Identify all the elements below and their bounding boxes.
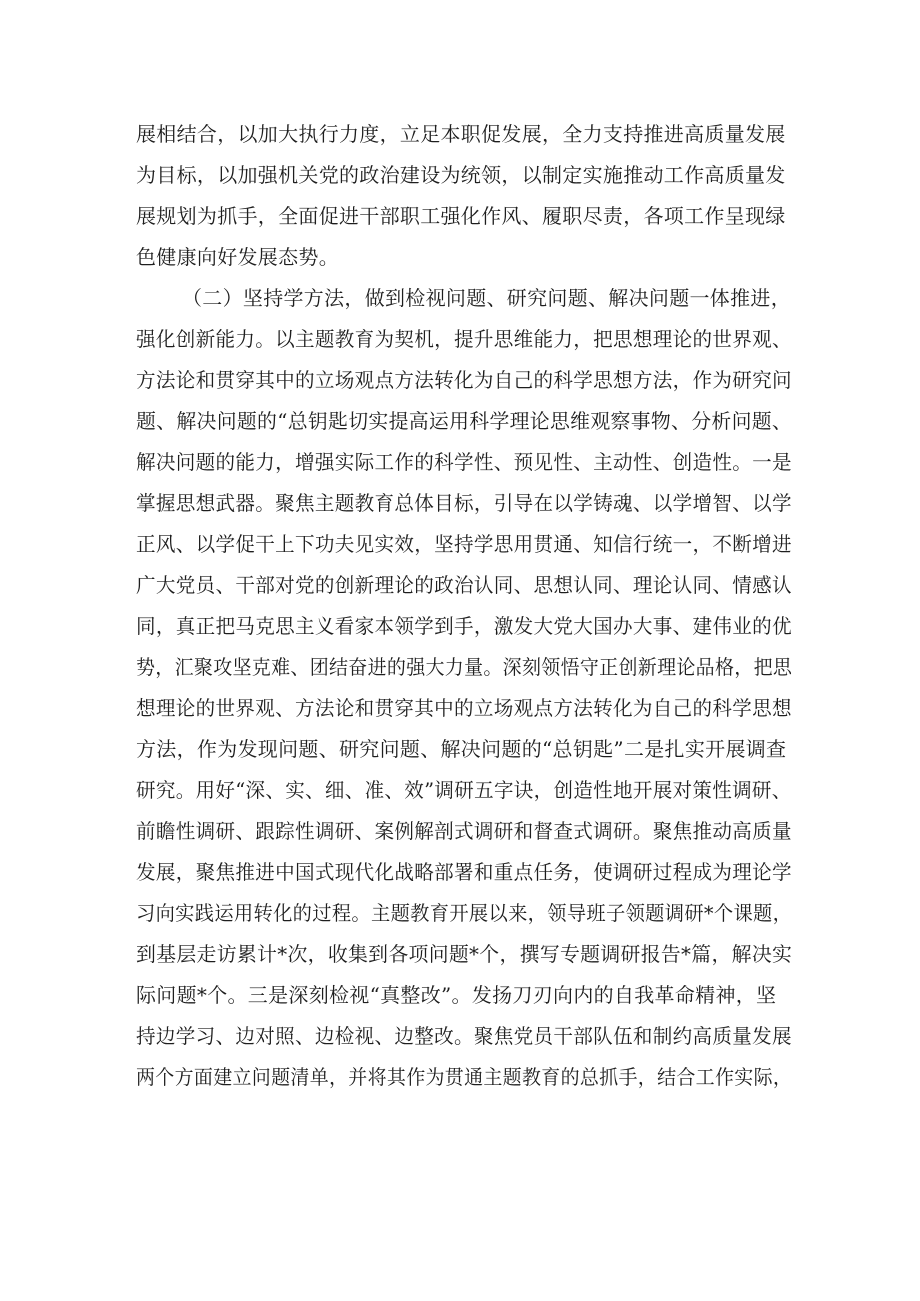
text-line-1: 展相结合，以加大执行力度，立足本职促发展，全力支持推进高质量发展 — [136, 122, 786, 146]
text-line-4: 色健康向好发展态势。 — [136, 245, 339, 269]
text-line-16: 方法，作为发现问题、研究问题、解决问题的“总钥匙”二是扎实开展调查 — [136, 737, 787, 761]
text-line-6: 强化创新能力。以主题教育为契机，提升思维能力，把思想理论的世界观、 — [136, 327, 792, 351]
text-line-11: 正风、以学促干上下功夫见实效，坚持学思用贯通、知信行统一，不断增进 — [136, 532, 792, 556]
text-line-8: 题、解决问题的“总钥匙切实提高运用科学理论思维观察事物、分析问题、 — [136, 409, 793, 433]
text-line-21: 到基层走访累计*次，收集到各项问题*个，撰写专题调研报告*篇，解决实 — [136, 942, 793, 966]
text-line-3: 展规划为抓手，全面促进干部职工强化作风、履职尽责，各项工作呈现绿 — [136, 204, 786, 228]
text-line-22: 际问题*个。三是深刻检视“真整改”。发扬刀刃向内的自我革命精神，坚 — [136, 983, 777, 1007]
text-line-19: 发展，聚焦推进中国式现代化战略部署和重点任务，使调研过程成为理论学 — [136, 860, 792, 884]
text-line-18: 前瞻性调研、跟踪性调研、案例解剖式调研和督查式调研。聚焦推动高质量 — [136, 819, 792, 843]
section-heading-line: （二）坚持学方法，做到检视问题、研究问题、解决问题一体推进， — [182, 286, 791, 310]
text-line-12: 广大党员、干部对党的创新理论的政治认同、思想认同、理论认同、情感认 — [136, 573, 792, 597]
text-line-14: 势，汇聚攻坚克难、团结奋进的强大力量。深刻领悟守正创新理论品格，把思 — [136, 655, 793, 679]
text-line-20: 习向实践运用转化的过程。主题教育开展以来，领导班子领题调研*个课题， — [136, 901, 793, 925]
text-line-17: 研究。用好“深、实、细、准、效”调研五字诀，创造性地开展对策性调研、 — [136, 778, 792, 802]
text-line-15: 想理论的世界观、方法论和贯穿其中的立场观点方法转化为自己的科学思想 — [136, 696, 792, 720]
text-line-10: 掌握思想武器。聚焦主题教育总体目标，引导在以学铸魂、以学增智、以学 — [136, 491, 792, 515]
text-line-24: 两个方面建立问题清单，并将其作为贯通主题教育的总抓手，结合工作实际， — [136, 1065, 793, 1089]
text-line-7: 方法论和贯穿其中的立场观点方法转化为自己的科学思想方法，作为研究问 — [136, 368, 792, 392]
text-line-9: 解决问题的能力，增强实际工作的科学性、预见性、主动性、创造性。一是 — [136, 450, 792, 474]
text-line-2: 为目标，以加强机关党的政治建设为统领，以制定实施推动工作高质量发 — [136, 163, 786, 187]
text-line-23: 持边学习、边对照、边检视、边整改。聚焦党员干部队伍和制约高质量发展 — [136, 1024, 792, 1048]
text-line-13: 同，真正把马克思主义看家本领学到手，激发大党大国办大事、建伟业的优 — [136, 614, 792, 638]
